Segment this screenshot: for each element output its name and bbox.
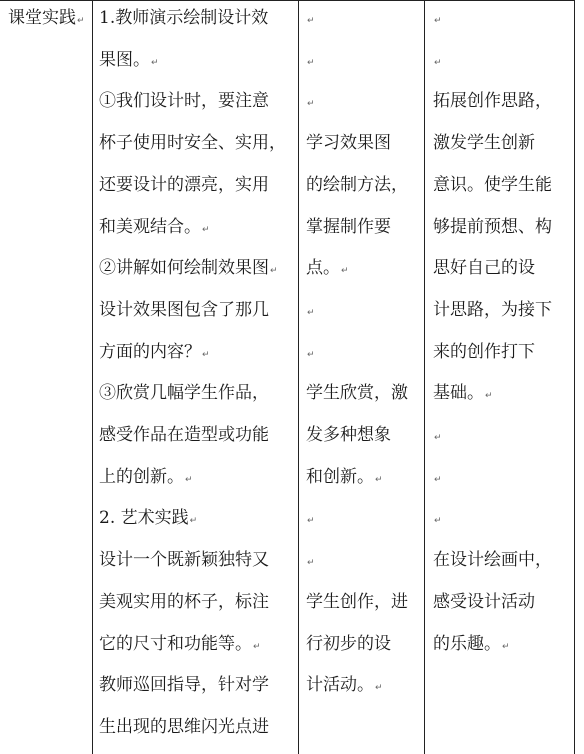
- stage-label-text: 课堂实践: [8, 8, 76, 28]
- cell-line: [99, 91, 269, 111]
- column-divider: [92, 0, 93, 754]
- paragraph-mark-icon: ↵: [485, 391, 493, 402]
- paragraph-mark-icon: ↵: [151, 57, 159, 68]
- paragraph-mark-icon: ↵: [307, 307, 315, 318]
- paragraph-mark-icon: ↵: [202, 349, 210, 360]
- paragraph-mark-icon: ↵: [202, 224, 210, 235]
- line-text: ①我们设计时，要注意: [99, 91, 269, 112]
- cell-line: [99, 717, 269, 737]
- cell-line: [306, 8, 315, 31]
- line-text: 它的尺寸和功能等。: [99, 633, 252, 654]
- cell-line: [99, 634, 261, 657]
- table-right-border: [574, 0, 575, 754]
- line-text: 还要设计的漂亮，实用: [99, 174, 269, 195]
- paragraph-mark-icon: ↵: [502, 641, 510, 652]
- cell-line: [306, 217, 391, 237]
- column-divider: [424, 0, 425, 754]
- line-text: 发多种想象: [306, 425, 391, 445]
- line-text: 基础。: [433, 383, 484, 404]
- line-text: 的绘制方法，: [306, 174, 408, 195]
- cell-line: [306, 592, 408, 612]
- line-text: 感受作品在造型或功能: [99, 425, 269, 445]
- line-text: 杯子使用时安全、实用，: [99, 133, 286, 154]
- line-text: 美观实用的杯子，标注: [99, 591, 269, 612]
- paragraph-mark-icon: ↵: [434, 433, 442, 443]
- cell-line: [433, 508, 442, 531]
- paragraph-mark-icon: ↵: [434, 516, 442, 527]
- cell-line: [99, 300, 269, 320]
- paragraph-mark-icon: ↵: [375, 683, 383, 694]
- cell-line: [99, 425, 269, 445]
- cell-line: [306, 634, 391, 654]
- paragraph-mark-icon: ↵: [307, 349, 315, 360]
- line-text: 上的创新。: [99, 466, 184, 487]
- cell-line: [306, 258, 349, 281]
- cell-line: [306, 467, 383, 490]
- cell-line: [433, 425, 442, 448]
- cell-line: [433, 175, 552, 195]
- cell-line: [433, 258, 535, 278]
- line-text: 掌握制作要: [306, 216, 391, 237]
- line-text: 够提前预想、构: [433, 216, 552, 237]
- paragraph-mark-icon: ↵: [307, 99, 315, 110]
- cell-line: [99, 342, 210, 365]
- line-text: 1.教师演示绘制设计效: [99, 8, 269, 28]
- cell-line: [306, 133, 391, 153]
- column-divider: [298, 0, 299, 754]
- cell-line: [99, 550, 269, 570]
- paragraph-mark-icon: ↵: [434, 57, 442, 68]
- line-text: 计活动。: [306, 675, 374, 696]
- cell-line: [99, 258, 278, 281]
- line-text: 生出现的思维闪光点进: [99, 716, 269, 737]
- line-text: 来的创作打下: [433, 341, 535, 362]
- cell-line: [433, 50, 442, 73]
- cell-line: [306, 675, 383, 698]
- cell-line: [99, 133, 286, 153]
- line-text: 学生欣赏，激: [306, 383, 408, 404]
- cell-line: [433, 8, 442, 31]
- line-text: 学习效果图: [306, 133, 391, 154]
- paragraph-mark-icon: ↵: [434, 16, 442, 26]
- line-text: 学生创作，进: [306, 591, 408, 612]
- paragraph-mark-icon: ↵: [189, 516, 198, 527]
- line-text: 方面的内容？: [99, 341, 201, 362]
- line-text: 行初步的设: [306, 633, 391, 654]
- paragraph-mark-icon: ↵: [307, 516, 315, 527]
- paragraph-mark-icon: ↵: [307, 57, 315, 68]
- line-text: 感受设计活动: [433, 591, 535, 612]
- cell-line: [433, 592, 535, 612]
- line-text: 思好自己的设: [433, 258, 535, 279]
- cell-line: [306, 91, 315, 114]
- line-text: 教师巡回指导，针对学: [99, 675, 269, 696]
- cell-line: [99, 592, 269, 612]
- line-text: 和美观结合。: [99, 216, 201, 237]
- cell-line: [99, 467, 193, 490]
- cell-line: [306, 425, 391, 445]
- cell-line: [99, 675, 269, 695]
- cell-line: [306, 508, 315, 531]
- cell-line: [433, 550, 552, 570]
- cell-line: [99, 8, 268, 28]
- line-text: 设计效果图包含了那几: [99, 299, 269, 320]
- line-text: 计思路，为接下: [433, 299, 552, 320]
- cell-line: [306, 342, 315, 365]
- line-text: 果图。: [99, 49, 150, 70]
- paragraph-mark-icon: ↵: [307, 16, 315, 26]
- line-text: ③欣赏几幅学生作品，: [99, 383, 269, 404]
- cell-line: [99, 175, 269, 195]
- cell-line: [433, 133, 535, 153]
- paragraph-mark-icon: ↵: [185, 474, 193, 485]
- cell-line: [433, 342, 535, 362]
- paragraph-mark-icon: ↵: [375, 474, 383, 485]
- paragraph-mark-icon: ↵: [253, 641, 261, 652]
- line-text: ②讲解如何绘制效果图: [99, 258, 269, 279]
- cell-line: [306, 50, 315, 73]
- table-top-border: [0, 0, 575, 1]
- cell-line: [306, 300, 315, 323]
- line-text: 点。: [306, 258, 340, 279]
- paragraph-mark-icon: ↵: [307, 558, 315, 569]
- cell-line: [306, 175, 408, 195]
- stage-label: [8, 8, 85, 31]
- cell-line: [433, 300, 552, 320]
- line-text: 设计一个既新颖独特又: [99, 550, 269, 571]
- line-text: 2. 艺术实践: [99, 508, 189, 529]
- line-text: 意识。使学生能: [433, 174, 552, 195]
- line-text: 拓展创作思路，: [433, 91, 552, 112]
- cell-line: [433, 467, 442, 490]
- line-text: 和创新。: [306, 466, 374, 487]
- paragraph-mark-icon: ↵: [434, 474, 442, 485]
- cell-line: [99, 383, 269, 403]
- cell-line: [433, 383, 493, 406]
- paragraph-mark-icon: ↵: [270, 266, 278, 277]
- cell-line: [99, 508, 197, 531]
- cell-line: [306, 383, 408, 403]
- paragraph-mark-icon: ↵: [341, 266, 349, 277]
- cell-line: [99, 217, 210, 240]
- cell-line: [306, 550, 315, 573]
- cell-line: [433, 217, 552, 237]
- line-text: 的乐趣。: [433, 633, 501, 654]
- cell-line: [99, 50, 159, 73]
- paragraph-mark-icon: ↵: [77, 16, 85, 26]
- line-text: 在设计绘画中，: [433, 550, 552, 571]
- line-text: 激发学生创新: [433, 133, 535, 154]
- cell-line: [433, 634, 510, 657]
- cell-line: [433, 91, 552, 111]
